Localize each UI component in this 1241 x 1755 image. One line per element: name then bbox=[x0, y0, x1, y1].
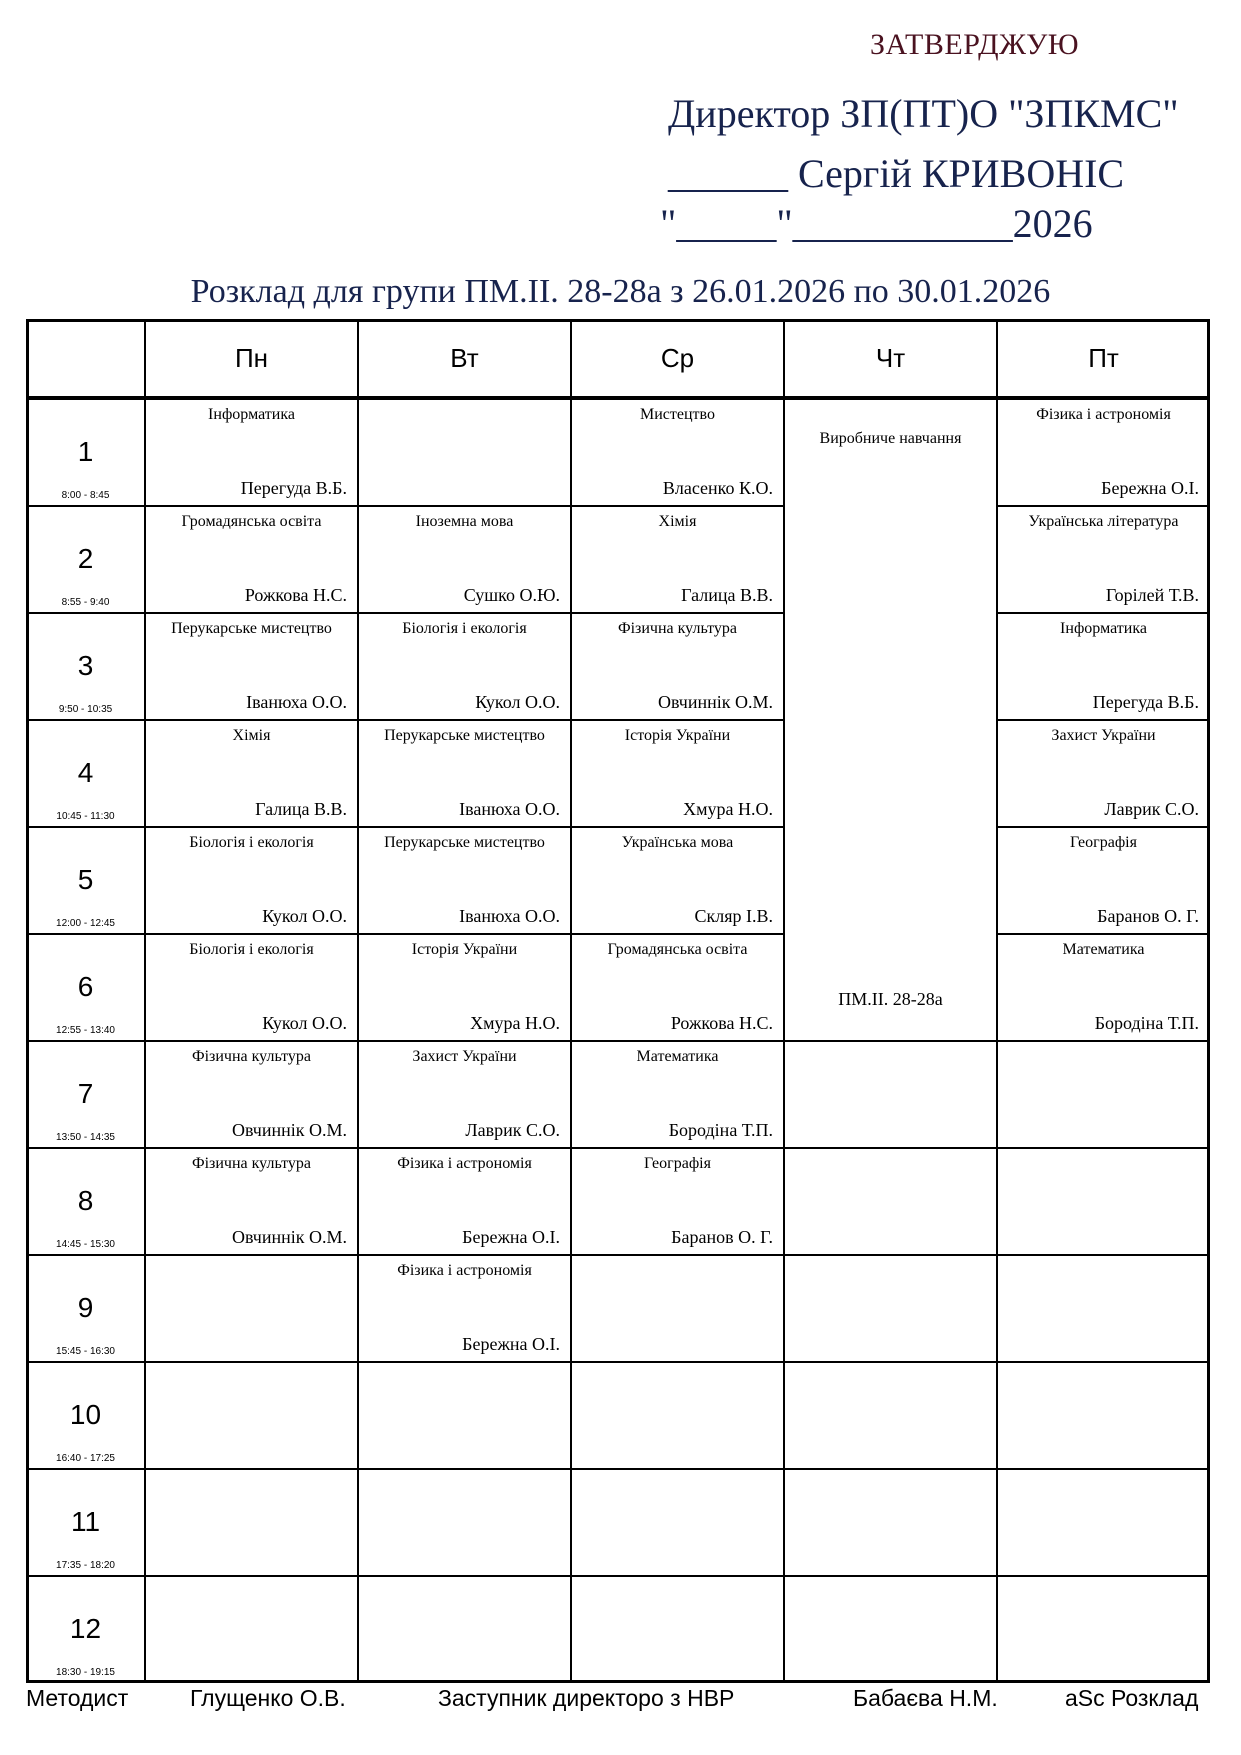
period-cell bbox=[26, 1148, 145, 1255]
lesson-cell bbox=[997, 1148, 1210, 1255]
schedule-title: Розклад для групи ПМ.ІІ. 28-28а з 26.01.2026 по 30.01.2026 bbox=[190, 273, 1051, 310]
lesson-teacher: Рожкова Н.С. bbox=[244, 585, 347, 605]
lesson-cell bbox=[571, 720, 784, 827]
lesson-teacher: Бородіна Т.П. bbox=[668, 1120, 773, 1140]
header-corner-cell bbox=[26, 319, 145, 399]
lesson-teacher: Галица В.В. bbox=[255, 799, 347, 819]
lesson-cell bbox=[358, 1362, 571, 1469]
lesson-subject: Перукарське мистецтво bbox=[384, 727, 545, 744]
lesson-subject: Фізика і астрономія bbox=[1036, 406, 1171, 423]
lesson-subject: Українська література bbox=[1028, 513, 1179, 530]
period-cell bbox=[26, 506, 145, 613]
lesson-cell bbox=[145, 399, 358, 506]
lesson-subject: Захист України bbox=[412, 1048, 517, 1065]
period-number: 10 bbox=[69, 1399, 102, 1430]
lesson-cell bbox=[784, 1576, 997, 1683]
period-cell bbox=[26, 934, 145, 1041]
lesson-cell bbox=[358, 613, 571, 720]
lesson-subject: Громадянська освіта bbox=[181, 513, 322, 530]
lesson-cell bbox=[571, 1469, 784, 1576]
lesson-teacher: Бережна О.І. bbox=[462, 1227, 560, 1247]
lesson-teacher: Овчиннік О.М. bbox=[657, 692, 773, 712]
deputy-label: Заступник директоро з НВР bbox=[438, 1685, 735, 1711]
lesson-cell bbox=[571, 613, 784, 720]
period-number: 6 bbox=[77, 971, 94, 1002]
timetable-grid bbox=[26, 319, 1210, 1683]
lesson-cell bbox=[784, 1041, 997, 1148]
period-number: 7 bbox=[77, 1078, 94, 1109]
lesson-subject: Хімія bbox=[658, 513, 697, 530]
lesson-teacher: Перегуда В.Б. bbox=[1092, 692, 1199, 712]
period-time: 10:45 - 11:30 bbox=[56, 811, 115, 822]
lesson-teacher: Іванюха О.О. bbox=[459, 799, 560, 819]
lesson-subject: Біологія і екологія bbox=[402, 620, 527, 637]
lesson-cell bbox=[997, 1041, 1210, 1148]
lesson-teacher: Баранов О. Г. bbox=[671, 1227, 773, 1247]
day-header-cell bbox=[571, 319, 784, 399]
lesson-teacher: Хмура Н.О. bbox=[683, 799, 773, 819]
lesson-subject: Математика bbox=[1062, 941, 1145, 958]
period-cell bbox=[26, 827, 145, 934]
lesson-teacher: Галица В.В. bbox=[681, 585, 773, 605]
lesson-teacher: Бережна О.І. bbox=[462, 1334, 560, 1354]
lesson-subject: Іноземна мова bbox=[415, 513, 514, 530]
lesson-cell bbox=[145, 1576, 358, 1683]
lesson-cell bbox=[571, 506, 784, 613]
day-header-cell bbox=[784, 319, 997, 399]
lesson-teacher: Кукол О.О. bbox=[262, 1013, 347, 1033]
lesson-teacher: Хмура Н.О. bbox=[470, 1013, 560, 1033]
lesson-cell bbox=[784, 1362, 997, 1469]
lesson-cell bbox=[997, 1576, 1210, 1683]
period-time: 9:50 - 10:35 bbox=[58, 704, 113, 715]
lesson-subject: Біологія і екологія bbox=[189, 941, 314, 958]
lesson-teacher: Іванюха О.О. bbox=[246, 692, 347, 712]
lesson-cell bbox=[997, 613, 1210, 720]
period-time: 8:55 - 9:40 bbox=[61, 597, 110, 608]
period-number: 2 bbox=[77, 543, 94, 574]
period-cell bbox=[26, 1255, 145, 1362]
lesson-cell bbox=[358, 1469, 571, 1576]
lesson-cell bbox=[997, 1255, 1210, 1362]
lesson-cell bbox=[571, 1576, 784, 1683]
lesson-cell bbox=[784, 1148, 997, 1255]
lesson-subject: Фізика і астрономія bbox=[397, 1155, 532, 1172]
period-cell bbox=[26, 1576, 145, 1683]
lesson-teacher: Бородіна Т.П. bbox=[1094, 1013, 1199, 1033]
period-time: 8:00 - 8:45 bbox=[61, 490, 110, 501]
lesson-teacher: Власенко К.О. bbox=[662, 478, 773, 498]
period-number: 11 bbox=[70, 1506, 101, 1537]
lesson-teacher: Сушко О.Ю. bbox=[463, 585, 560, 605]
lesson-teacher: Горілей Т.В. bbox=[1105, 585, 1199, 605]
lesson-subject: Перукарське мистецтво bbox=[171, 620, 332, 637]
lesson-cell bbox=[571, 1148, 784, 1255]
lesson-cell bbox=[997, 506, 1210, 613]
lesson-subject: Математика bbox=[636, 1048, 719, 1065]
lesson-cell bbox=[997, 934, 1210, 1041]
lesson-subject: Виробниче навчання bbox=[819, 430, 962, 447]
day-header-label: Вт bbox=[450, 342, 479, 373]
period-time: 16:40 - 17:25 bbox=[56, 1453, 115, 1464]
lesson-cell bbox=[145, 506, 358, 613]
lesson-subject: Хімія bbox=[232, 727, 271, 744]
lesson-cell bbox=[145, 1469, 358, 1576]
lesson-teacher: Лаврик С.О. bbox=[1104, 799, 1199, 819]
lesson-cell bbox=[997, 399, 1210, 506]
lesson-cell bbox=[145, 1255, 358, 1362]
day-header-label: Ср bbox=[660, 342, 695, 373]
lesson-subject: Історія України bbox=[624, 727, 731, 744]
period-number: 12 bbox=[69, 1613, 102, 1644]
period-cell bbox=[26, 613, 145, 720]
lesson-subject: Географія bbox=[1070, 834, 1137, 851]
lesson-teacher: Кукол О.О. bbox=[475, 692, 560, 712]
lesson-subject: Громадянська освіта bbox=[607, 941, 748, 958]
methodist-label: Методист bbox=[26, 1685, 129, 1711]
lesson-subject: Перукарське мистецтво bbox=[384, 834, 545, 851]
software-credit: aSc Розклад bbox=[1065, 1685, 1199, 1711]
lesson-subject: Біологія і екологія bbox=[189, 834, 314, 851]
lesson-cell bbox=[571, 1255, 784, 1362]
period-number: 5 bbox=[77, 864, 94, 895]
lesson-subject: Фізична культура bbox=[617, 620, 738, 637]
approval-stamp-label: ЗАТВЕРДЖУЮ bbox=[870, 28, 1080, 61]
period-cell bbox=[26, 1469, 145, 1576]
lesson-cell bbox=[571, 399, 784, 506]
period-cell bbox=[26, 399, 145, 506]
period-number: 9 bbox=[77, 1292, 94, 1323]
lesson-cell bbox=[571, 1362, 784, 1469]
day-header-cell bbox=[145, 319, 358, 399]
lesson-cell bbox=[997, 720, 1210, 827]
lesson-cell bbox=[358, 720, 571, 827]
lesson-teacher: Овчиннік О.М. bbox=[231, 1227, 347, 1247]
day-header-label: Пт bbox=[1088, 342, 1119, 373]
lesson-cell bbox=[145, 1041, 358, 1148]
lesson-teacher: Лаврик С.О. bbox=[465, 1120, 560, 1140]
period-number: 4 bbox=[77, 757, 94, 788]
lesson-cell bbox=[145, 827, 358, 934]
period-cell bbox=[26, 720, 145, 827]
lesson-cell bbox=[784, 1469, 997, 1576]
lesson-cell bbox=[997, 1362, 1210, 1469]
director-signature-line: ______ Сергій КРИВОНІС bbox=[668, 151, 1125, 196]
lesson-cell bbox=[784, 1255, 997, 1362]
period-time: 13:50 - 14:35 bbox=[56, 1132, 115, 1143]
lesson-cell bbox=[358, 1255, 571, 1362]
lesson-subject: Інформатика bbox=[208, 406, 295, 423]
lesson-cell bbox=[358, 934, 571, 1041]
lesson-cell bbox=[997, 827, 1210, 934]
day-header-label: Пн bbox=[234, 342, 269, 373]
lesson-cell bbox=[358, 399, 571, 506]
approval-date-line: "_____"___________2026 bbox=[660, 201, 1093, 246]
day-header-cell bbox=[358, 319, 571, 399]
period-time: 12:00 - 12:45 bbox=[56, 918, 115, 929]
lesson-cell bbox=[571, 827, 784, 934]
period-cell bbox=[26, 1362, 145, 1469]
lesson-cell bbox=[145, 1148, 358, 1255]
lesson-cell bbox=[358, 1576, 571, 1683]
methodist-name: Глущенко О.В. bbox=[190, 1685, 346, 1711]
lesson-cell bbox=[358, 1148, 571, 1255]
lesson-cell bbox=[358, 827, 571, 934]
period-time: 17:35 - 18:20 bbox=[56, 1560, 115, 1571]
lesson-teacher: Перегуда В.Б. bbox=[240, 478, 347, 498]
lesson-cell bbox=[145, 613, 358, 720]
lesson-subject: Українська мова bbox=[621, 834, 734, 851]
lesson-cell bbox=[145, 720, 358, 827]
lesson-teacher: Овчиннік О.М. bbox=[231, 1120, 347, 1140]
lesson-teacher: Іванюха О.О. bbox=[459, 906, 560, 926]
lesson-cell bbox=[571, 934, 784, 1041]
lesson-cell bbox=[571, 1041, 784, 1148]
lesson-subject: Фізична культура bbox=[191, 1155, 312, 1172]
period-time: 12:55 - 13:40 bbox=[56, 1025, 115, 1036]
lesson-teacher: Баранов О. Г. bbox=[1097, 906, 1199, 926]
lesson-teacher: Скляр І.В. bbox=[694, 906, 773, 926]
lesson-cell bbox=[145, 934, 358, 1041]
director-title: Директор ЗП(ПТ)О "ЗПКМС" bbox=[668, 91, 1179, 136]
lesson-subject: Фізика і астрономія bbox=[397, 1262, 532, 1279]
lesson-subject: Історія України bbox=[411, 941, 518, 958]
lesson-teacher: Кукол О.О. bbox=[262, 906, 347, 926]
lesson-group: ПМ.ІІ. 28-28а bbox=[838, 989, 943, 1009]
thursday-merged-lesson bbox=[784, 399, 997, 1041]
deputy-name: Бабаєва Н.М. bbox=[853, 1685, 998, 1711]
lesson-cell bbox=[358, 506, 571, 613]
lesson-subject: Географія bbox=[644, 1155, 711, 1172]
period-time: 15:45 - 16:30 bbox=[56, 1346, 115, 1357]
period-number: 1 bbox=[77, 436, 94, 467]
lesson-cell bbox=[145, 1362, 358, 1469]
lesson-subject: Захист України bbox=[1051, 727, 1156, 744]
lesson-subject: Мистецтво bbox=[640, 406, 715, 423]
lesson-cell bbox=[358, 1041, 571, 1148]
period-number: 3 bbox=[77, 650, 94, 681]
lesson-cell bbox=[997, 1469, 1210, 1576]
lesson-subject: Інформатика bbox=[1060, 620, 1147, 637]
period-number: 8 bbox=[77, 1185, 94, 1216]
lesson-subject: Фізична культура bbox=[191, 1048, 312, 1065]
day-header-cell bbox=[997, 319, 1210, 399]
lesson-teacher: Рожкова Н.С. bbox=[670, 1013, 773, 1033]
lesson-teacher: Бережна О.І. bbox=[1101, 478, 1199, 498]
period-cell bbox=[26, 1041, 145, 1148]
period-time: 18:30 - 19:15 bbox=[56, 1667, 115, 1678]
period-time: 14:45 - 15:30 bbox=[56, 1239, 115, 1250]
day-header-label: Чт bbox=[875, 342, 906, 373]
